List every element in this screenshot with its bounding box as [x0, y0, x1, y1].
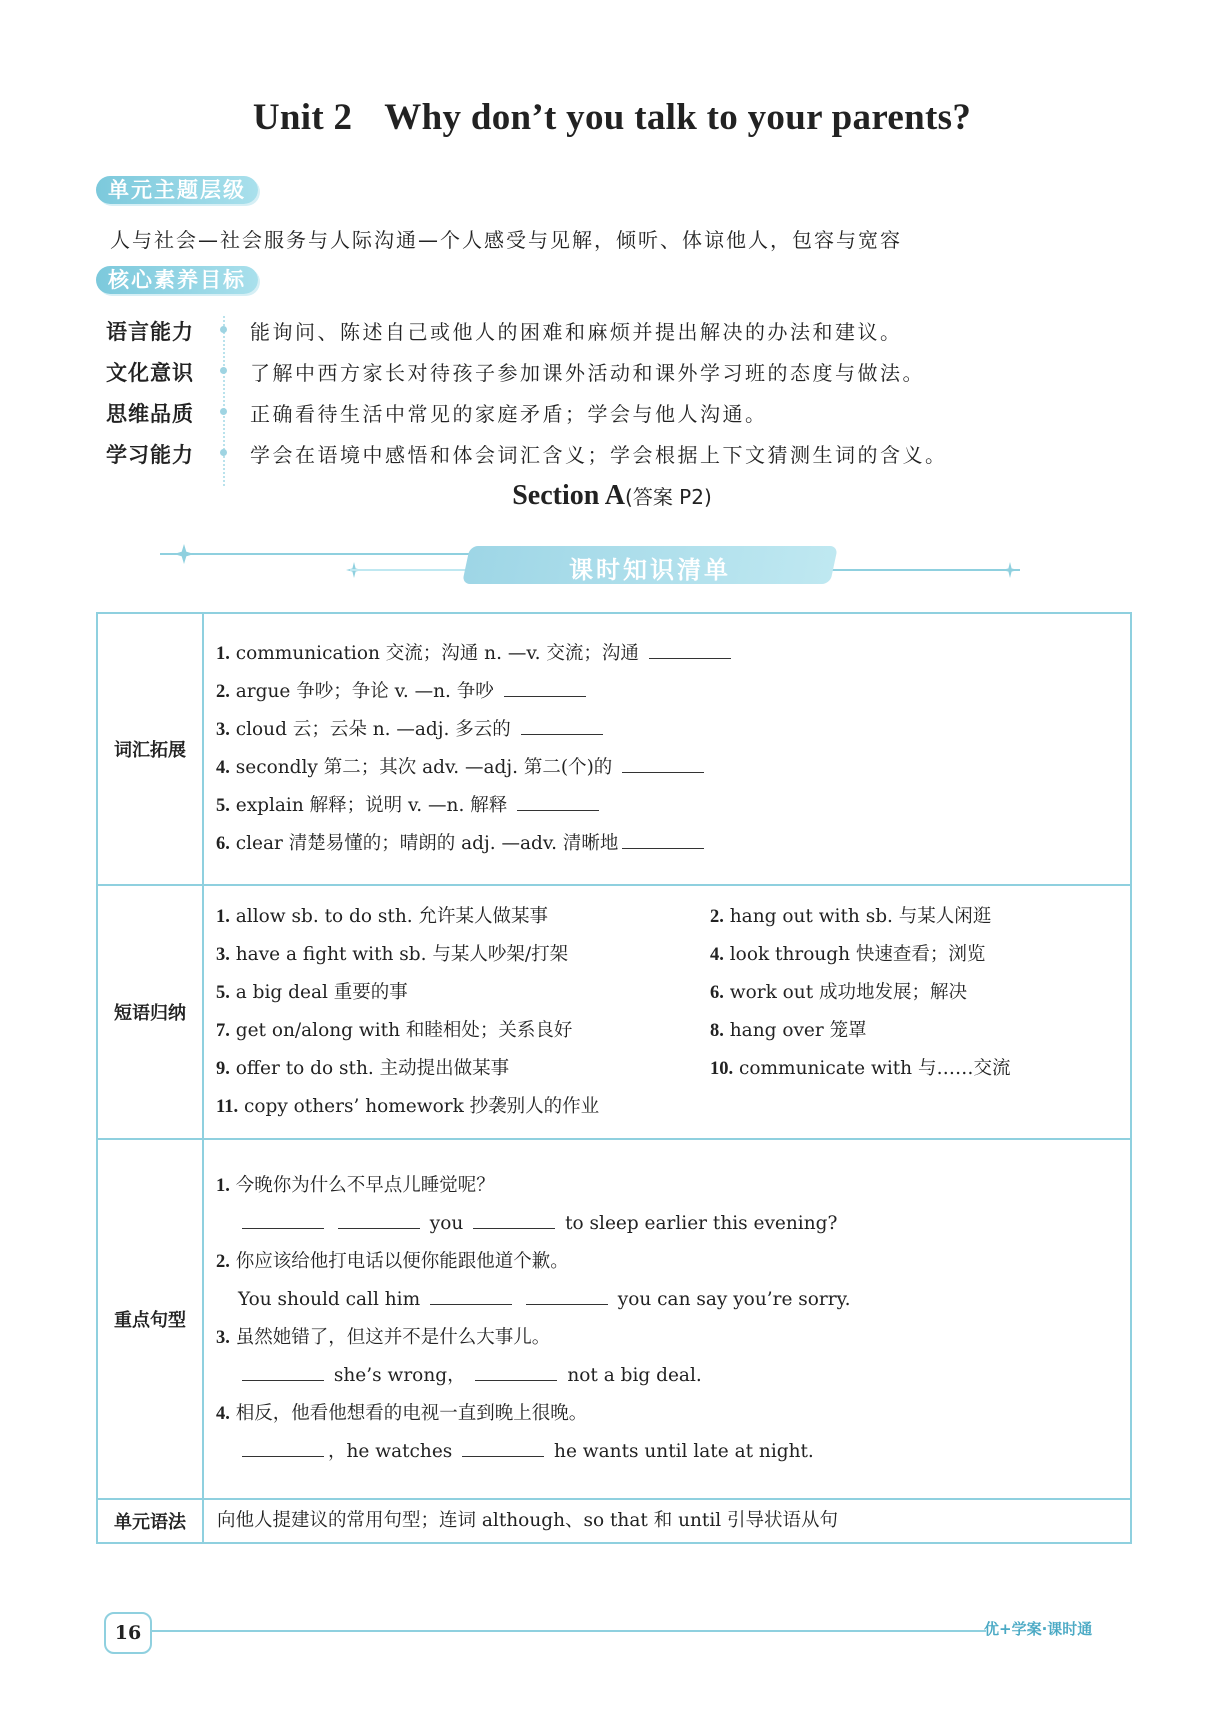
- knowledge-table: [96, 612, 1132, 1544]
- unit-number: Unit 2: [252, 97, 353, 138]
- brand-logo: 优+学案·课时通: [984, 1620, 1093, 1638]
- list-item: 9. offer to do sth. 主动提出做某事: [216, 1058, 510, 1079]
- sentence-answer: You should call him you can say you’re sorry.: [204, 1281, 1130, 1319]
- bullet-icon: [220, 367, 227, 374]
- answer-blank[interactable]: [430, 1284, 512, 1305]
- bullet-icon: [220, 449, 227, 456]
- answer-blank[interactable]: [504, 676, 586, 697]
- answer-blank[interactable]: [622, 752, 704, 773]
- list-item: 6. clear 清楚易懂的；晴朗的 adj. —adv. 清晰地: [204, 825, 1130, 863]
- bullet-icon: [220, 326, 227, 333]
- goal-label: 思维品质: [106, 402, 194, 426]
- vocab-row: [97, 613, 1131, 885]
- answer-reference: (答案 P2): [625, 485, 712, 509]
- list-item: 11. copy others’ homework 抄袭别人的作业: [216, 1096, 600, 1117]
- goal-label: 学习能力: [106, 443, 194, 467]
- goals-label: 核心素养目标: [96, 266, 258, 294]
- list-item: 1. communication 交流；沟通 n. —v. 交流；沟通: [204, 635, 1130, 673]
- list-item: 3. cloud 云；云朵 n. —adj. 多云的: [204, 711, 1130, 749]
- sentences-label: 重点句型: [97, 1139, 203, 1499]
- bullet-icon: [220, 408, 227, 415]
- phrase-line: [204, 1050, 1130, 1088]
- phrase-line: [204, 1012, 1130, 1050]
- page-title: [0, 96, 1224, 139]
- answer-blank[interactable]: [649, 638, 731, 659]
- phrases-content: [203, 885, 1131, 1139]
- banner-title: 课时知识清单: [569, 556, 731, 584]
- list-item: 4. look through 快速查看；浏览: [710, 944, 986, 965]
- answer-blank[interactable]: [338, 1208, 420, 1229]
- vocab-label: 词汇拓展: [97, 613, 203, 885]
- grammar-text: 向他人提建议的常用句型；连词 although、so that 和 until 引导状语从句: [217, 1510, 839, 1531]
- answer-blank[interactable]: [622, 828, 704, 849]
- grammar-row: [97, 1499, 1131, 1543]
- grammar-content: [203, 1499, 1131, 1543]
- section-title: Section A: [512, 480, 626, 511]
- answer-blank[interactable]: [475, 1360, 557, 1381]
- list-item: 8. hang over 笼罩: [710, 1020, 867, 1041]
- footer-divider: [150, 1630, 986, 1632]
- list-item: 1. allow sb. to do sth. 允许某人做某事: [216, 906, 548, 927]
- theme-label: 单元主题层级: [96, 176, 258, 204]
- phrases-label: 短语归纳: [97, 885, 203, 1139]
- answer-blank[interactable]: [242, 1208, 324, 1229]
- sentences-content: [203, 1139, 1131, 1499]
- answer-blank[interactable]: [526, 1284, 608, 1305]
- answer-blank[interactable]: [521, 714, 603, 735]
- goals-divider: [223, 316, 225, 486]
- answer-blank[interactable]: [473, 1208, 555, 1229]
- goal-text: 正确看待生活中常见的家庭矛盾；学会与他人沟通。: [250, 402, 768, 426]
- unit-title: Why don’t you talk to your parents?: [384, 97, 972, 138]
- phrase-line: [204, 936, 1130, 974]
- section-heading: [0, 480, 1224, 512]
- sentence-answer: ，he watches he wants until late at night.: [204, 1433, 1130, 1471]
- goal-text: 能询问、陈述自己或他人的困难和麻烦并提出解决的办法和建议。: [250, 320, 903, 344]
- list-item: 10. communicate with 与……交流: [710, 1058, 1011, 1079]
- vocab-content: [203, 613, 1131, 885]
- list-item: 2. argue 争吵；争论 v. —n. 争吵: [204, 673, 1130, 711]
- list-item: 2. hang out with sb. 与某人闲逛: [710, 906, 992, 927]
- goal-label: 文化意识: [106, 361, 194, 385]
- phrase-line: [204, 898, 1130, 936]
- grammar-label: 单元语法: [97, 1499, 203, 1543]
- answer-blank[interactable]: [462, 1436, 544, 1457]
- list-item: 7. get on/along with 和睦相处；关系良好: [216, 1020, 573, 1041]
- list-item: 4. secondly 第二；其次 adv. —adj. 第二(个)的: [204, 749, 1130, 787]
- list-item: 6. work out 成功地发展；解决: [710, 982, 968, 1003]
- sentence-answer: you to sleep earlier this evening?: [204, 1205, 1130, 1243]
- sentence-answer: she’s wrong， not a big deal.: [204, 1357, 1130, 1395]
- goal-text: 了解中西方家长对待孩子参加课外活动和课外学习班的态度与做法。: [250, 361, 925, 385]
- phrase-line: [204, 974, 1130, 1012]
- sentence-prompt: 4. 相反，他看他想看的电视一直到晚上很晚。: [216, 1403, 588, 1424]
- phrases-row: [97, 885, 1131, 1139]
- answer-blank[interactable]: [242, 1436, 324, 1457]
- sentence-prompt: 1. 今晚你为什么不早点儿睡觉呢？: [216, 1175, 495, 1196]
- page-number: 16: [104, 1612, 152, 1654]
- goal-label: 语言能力: [106, 320, 194, 344]
- list-item: 5. explain 解释；说明 v. —n. 解释: [204, 787, 1130, 825]
- goal-text: 学会在语境中感悟和体会词汇含义；学会根据上下文猜测生词的含义。: [250, 443, 948, 467]
- theme-text: 人与社会—社会服务与人际沟通—个人感受与见解，倾听、体谅他人，包容与宽容: [110, 228, 902, 252]
- list-item: 5. a big deal 重要的事: [216, 982, 408, 1003]
- sentence-prompt: 3. 虽然她错了，但这并不是什么大事儿。: [216, 1327, 551, 1348]
- sentence-prompt: 2. 你应该给他打电话以便你能跟他道个歉。: [216, 1251, 569, 1272]
- sentences-row: [97, 1139, 1131, 1499]
- list-item: 3. have a fight with sb. 与某人吵架/打架: [216, 944, 569, 965]
- answer-blank[interactable]: [242, 1360, 324, 1381]
- answer-blank[interactable]: [517, 790, 599, 811]
